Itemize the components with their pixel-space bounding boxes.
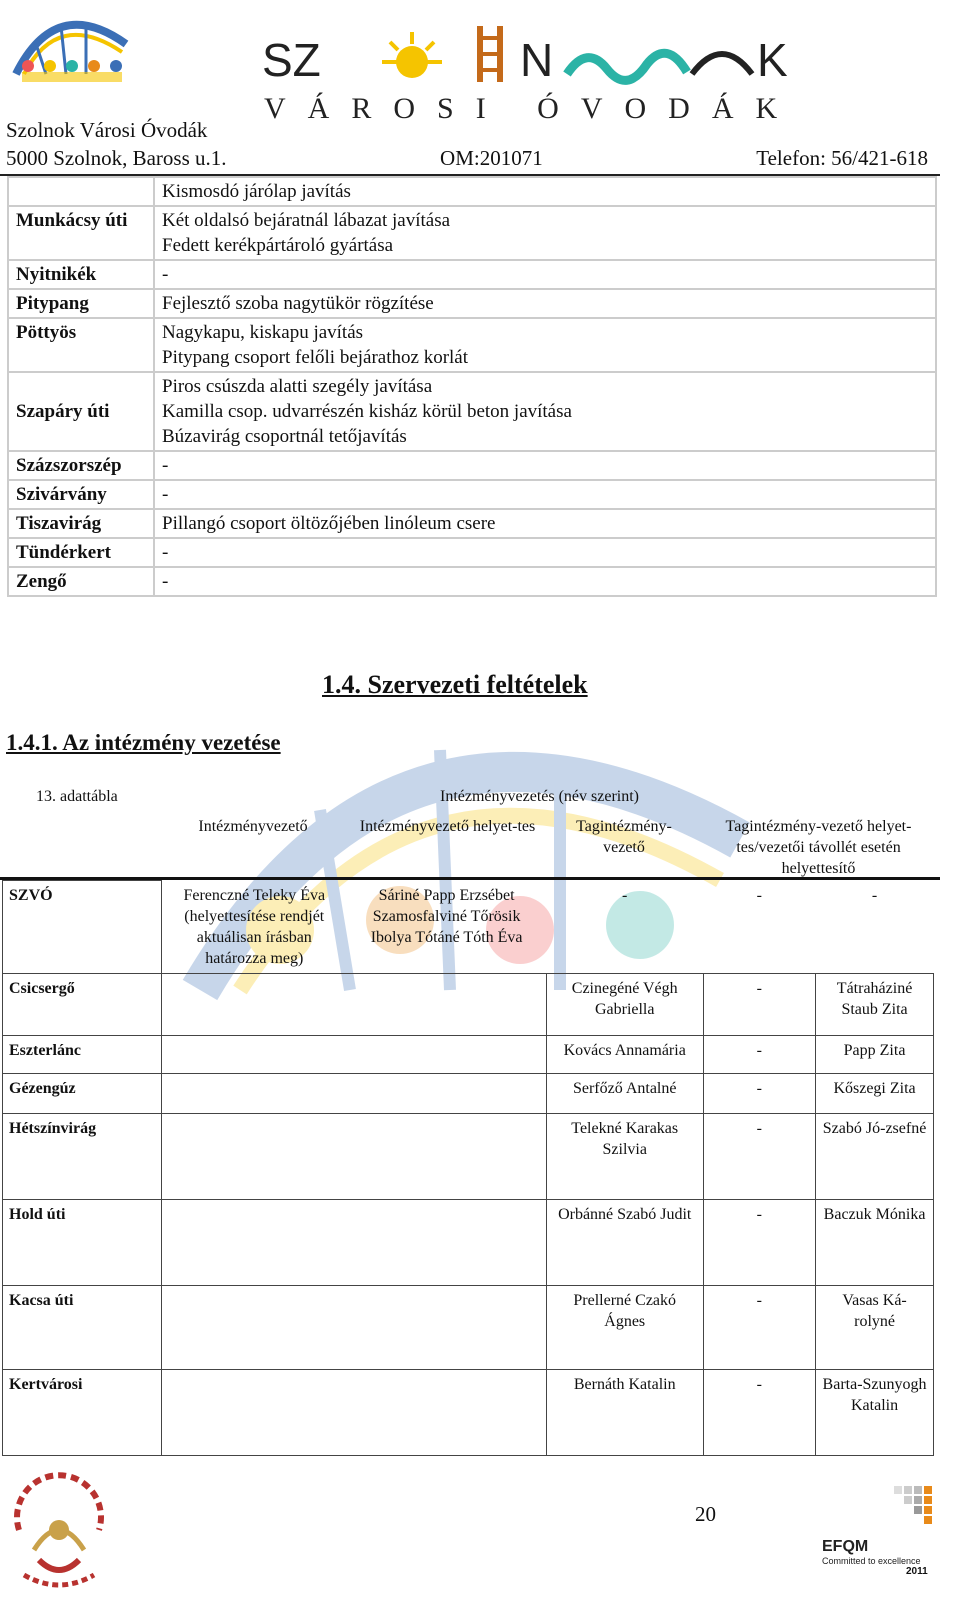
items-cell: - xyxy=(154,451,936,480)
table-row xyxy=(3,1369,934,1455)
items-cell: - xyxy=(154,538,936,567)
leadership-table xyxy=(2,880,934,1456)
head-cell: Ferenczné Teleky Éva (helyettesítése rendjét aktuálisan írásban határozza meg) xyxy=(183,886,326,967)
table-row xyxy=(3,1199,934,1285)
unit-cell: Szivárvány xyxy=(8,480,154,509)
table-row xyxy=(3,973,934,1035)
address: 5000 Szolnok, Baross u.1. xyxy=(6,146,227,170)
logo-n-text: N xyxy=(520,34,554,86)
items-cell: - xyxy=(154,480,936,509)
member-head-cell: Prellerné Czakó Ágnes xyxy=(546,1285,703,1369)
table-row xyxy=(3,1285,934,1369)
unit-cell: Pöttyös xyxy=(8,318,154,372)
substitute-cell: Szabó Jó-zsefné xyxy=(816,1113,934,1199)
accreditation-seal-icon xyxy=(4,1460,114,1590)
substitute-cell: Tátraháziné Staub Zita xyxy=(816,973,934,1035)
member-head-cell: Czinegéné Végh Gabriella xyxy=(546,973,703,1035)
substitute-cell: Barta-Szunyogh Katalin xyxy=(816,1369,934,1455)
table-row xyxy=(8,480,936,509)
items-cell: Nagykapu, kiskapu javítás Pitypang csoport felőli bejárathoz korlát xyxy=(154,318,936,372)
unit-cell: Tündérkert xyxy=(8,538,154,567)
logo-k-text: K xyxy=(757,34,788,86)
logo-sz-text: SZ xyxy=(262,34,321,86)
table-row xyxy=(8,567,936,596)
header-head: Intézményvezető xyxy=(198,818,308,835)
items-cell: Két oldalsó bejáratnál lábazat javítása Fedett kerékpártároló gyártása xyxy=(154,206,936,260)
header-member-head: Tagintézmény-vezető xyxy=(576,818,672,856)
items-cell: Fejlesztő szoba nagytükör rögzítése xyxy=(154,289,936,318)
unit-cell: Zengő xyxy=(8,567,154,596)
table-row xyxy=(8,289,936,318)
member-deputy-cell: - xyxy=(756,886,762,904)
kindergarten-logo-icon xyxy=(6,4,136,90)
header-deputy: Intézményvezető helyet-tes xyxy=(359,818,536,835)
items-cell: - xyxy=(154,567,936,596)
maintenance-table xyxy=(7,176,937,597)
table-row xyxy=(3,1113,934,1199)
substitute-cell: Baczuk Mónika xyxy=(816,1199,934,1285)
org-name: Szolnok Városi Óvodák xyxy=(6,118,208,142)
subsection-title: 1.4.1. Az intézmény vezetése xyxy=(6,730,281,755)
substitute-cell: Vasas Ká-rolyné xyxy=(816,1285,934,1369)
member-deputy-cell: - xyxy=(703,1113,816,1199)
table-row xyxy=(8,260,936,289)
sun-icon xyxy=(382,32,442,78)
unit-cell: Hétszínvirág xyxy=(3,1113,162,1199)
table-row xyxy=(8,372,936,451)
member-head-cell: Serfőző Antalné xyxy=(546,1073,703,1113)
table-row xyxy=(3,1073,934,1113)
table-caption: Intézményvezetés (név szerint) xyxy=(440,788,640,805)
phone: Telefon: 56/421-618 xyxy=(756,146,928,170)
unit-cell: Kacsa úti xyxy=(3,1285,162,1369)
member-head-cell: Orbánné Szabó Judit xyxy=(546,1199,703,1285)
bridge-icon xyxy=(692,54,752,74)
unit-cell: Százszorszép xyxy=(8,451,154,480)
member-deputy-cell: - xyxy=(703,1285,816,1369)
table-row xyxy=(8,509,936,538)
table-row xyxy=(8,177,936,206)
page-number: 20 xyxy=(695,1502,716,1526)
member-deputy-cell: - xyxy=(703,1035,816,1073)
items-cell: Piros csúszda alatti szegély javítása Kamilla csop. udvarrészén kisház körül beton javítása Búzavirág csoportnál tetőjavítás xyxy=(154,372,936,451)
section-title: 1.4. Szervezeti feltételek xyxy=(322,670,588,699)
member-head-cell: - xyxy=(622,886,628,904)
substitute-cell: Papp Zita xyxy=(816,1035,934,1073)
member-deputy-cell: - xyxy=(703,973,816,1035)
unit-cell: Tiszavirág xyxy=(8,509,154,538)
efqm-year: 2011 xyxy=(906,1566,928,1577)
member-deputy-cell: - xyxy=(703,1369,816,1455)
szolnok-logo xyxy=(262,14,822,124)
items-cell: Pillangó csoport öltözőjében linóleum csere xyxy=(154,509,936,538)
unit-cell: Csicsergő xyxy=(3,973,162,1035)
member-head-cell: Kovács Annamária xyxy=(546,1035,703,1073)
unit-cell: Kertvárosi xyxy=(3,1369,162,1455)
unit-cell: Nyitnikék xyxy=(8,260,154,289)
member-head-cell: Bernáth Katalin xyxy=(546,1369,703,1455)
table-row xyxy=(3,1035,934,1073)
unit-cell: Szapáry úti xyxy=(8,372,154,451)
logo-subtitle: VÁROSI ÓVODÁK xyxy=(264,92,800,124)
substitute-cell: - xyxy=(871,886,878,904)
deputy-cell: Sáriné Papp Erzsébet Szamosfalviné Tőrösik Ibolya Tótáné Tóth Éva xyxy=(370,886,523,946)
table-row xyxy=(3,881,934,974)
member-deputy-cell: - xyxy=(703,1073,816,1113)
unit-cell: Gézengúz xyxy=(3,1073,162,1113)
table-number: 13. adattábla xyxy=(36,788,118,805)
wave-icon xyxy=(567,53,687,80)
unit-cell: Hold úti xyxy=(3,1199,162,1285)
ladder-icon xyxy=(477,26,503,82)
header-substitute: Tagintézmény-vezető helyet-tes/vezetői távollét esetén helyettesítő xyxy=(725,818,912,877)
table-row xyxy=(8,451,936,480)
header-contact-line xyxy=(6,146,928,171)
unit-cell xyxy=(8,177,154,206)
table-row xyxy=(8,538,936,567)
unit-cell: Pitypang xyxy=(8,289,154,318)
efqm-label: EFQM xyxy=(822,1538,869,1555)
member-head-cell: Telekné Karakas Szilvia xyxy=(546,1113,703,1199)
items-cell: - xyxy=(154,260,936,289)
om-number: OM:201071 xyxy=(440,146,543,170)
items-cell: Kismosdó járólap javítás xyxy=(154,177,936,206)
unit-cell: Munkácsy úti xyxy=(8,206,154,260)
table-row xyxy=(8,206,936,260)
efqm-tagline: Committed to excellence xyxy=(822,1556,921,1566)
unit-cell: Eszterlánc xyxy=(3,1035,162,1073)
table-row xyxy=(8,318,936,372)
unit-cell: SZVÓ xyxy=(3,881,162,974)
member-deputy-cell: - xyxy=(703,1199,816,1285)
substitute-cell: Kőszegi Zita xyxy=(816,1073,934,1113)
